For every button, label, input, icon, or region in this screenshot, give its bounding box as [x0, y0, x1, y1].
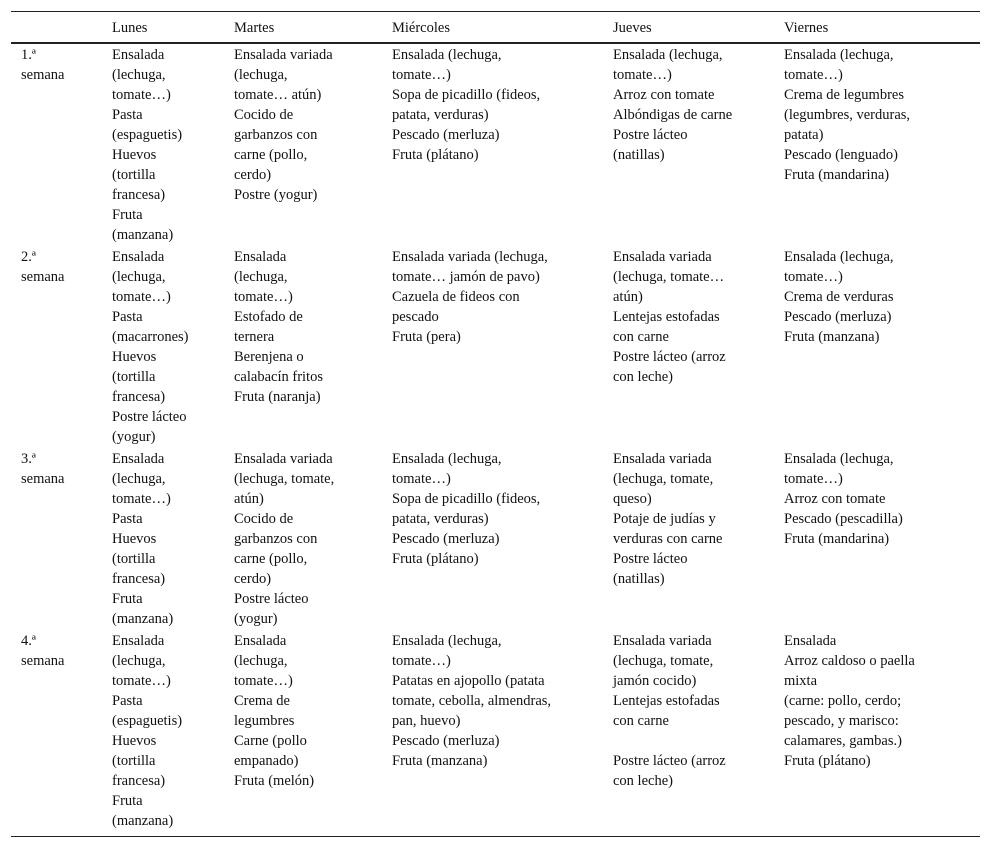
cell-line: Postre (yogur)	[234, 187, 318, 203]
cell-line: Pasta	[112, 107, 143, 123]
cell-line: pescado, y marisco:	[784, 713, 899, 729]
table-cell	[392, 449, 540, 569]
cell-line: Carne (pollo	[234, 733, 307, 749]
cell-line: Fruta (manzana)	[392, 753, 488, 769]
cell-line: (espaguetis)	[112, 127, 183, 143]
cell-line: Huevos	[112, 531, 157, 547]
cell-line: Postre lácteo (arroz	[613, 753, 726, 769]
cell-line: Estofado de	[234, 309, 303, 325]
cell-line: (manzana)	[112, 227, 174, 243]
cell-line: Ensalada	[234, 249, 287, 265]
cell-line: Cocido de	[234, 511, 294, 527]
cell-line: Fruta (pera)	[392, 329, 461, 345]
cell-line: Postre lácteo	[234, 591, 309, 607]
table-cell	[613, 247, 726, 387]
cell-line: semana	[21, 471, 65, 487]
header-jueves: Jueves	[613, 20, 652, 36]
header-martes: Martes	[234, 20, 275, 36]
cell-line: (carne: pollo, cerdo;	[784, 693, 902, 709]
cell-line: tomate…)	[784, 471, 843, 487]
cell-line: Ensalada variada	[613, 633, 712, 649]
cell-line: Crema de legumbres	[784, 87, 904, 103]
cell-line: Cocido de	[234, 107, 294, 123]
cell-line: 2.ª	[21, 249, 36, 265]
week-label	[21, 45, 64, 85]
cell-line: tomate…)	[112, 87, 171, 103]
cell-line: (tortilla	[112, 551, 156, 567]
table-cell	[392, 45, 540, 165]
cell-line: Ensalada (lechuga,	[784, 249, 894, 265]
cell-line: Pescado (merluza)	[392, 127, 500, 143]
cell-line: Fruta (mandarina)	[784, 167, 890, 183]
cell-line: francesa)	[112, 773, 166, 789]
cell-line: (legumbres, verduras,	[784, 107, 911, 123]
cell-line: Fruta (plátano)	[784, 753, 871, 769]
cell-line: Postre lácteo	[613, 551, 688, 567]
cell-line: (lechuga, tomate,	[234, 471, 335, 487]
cell-line: Crema de	[234, 693, 290, 709]
cell-line: Ensalada variada	[613, 249, 712, 265]
cell-line: Fruta (plátano)	[392, 147, 479, 163]
table-cell	[234, 247, 323, 407]
cell-line: semana	[21, 67, 65, 83]
cell-line: Ensalada	[112, 249, 165, 265]
cell-line: Sopa de picadillo (fideos,	[392, 491, 541, 507]
cell-line: Ensalada (lechuga,	[784, 451, 894, 467]
cell-line: jamón cocido)	[613, 673, 697, 689]
header-lunes: Lunes	[112, 20, 148, 36]
cell-line: Arroz con tomate	[613, 87, 715, 103]
cell-line: Pescado (merluza)	[784, 309, 892, 325]
cell-line: (yogur)	[112, 429, 156, 445]
cell-line: Pescado (pescadilla)	[784, 511, 903, 527]
cell-line: Ensalada variada	[613, 451, 712, 467]
cell-line: Pasta	[112, 511, 143, 527]
cell-line: atún)	[234, 491, 264, 507]
cell-line: (tortilla	[112, 753, 156, 769]
cell-line: Ensalada (lechuga,	[613, 47, 723, 63]
cell-line: pescado	[392, 309, 439, 325]
cell-line: patata, verduras)	[392, 107, 489, 123]
cell-line: Pescado (merluza)	[392, 733, 500, 749]
cell-line: (lechuga,	[112, 67, 166, 83]
cell-line: Ensalada (lechuga,	[392, 451, 502, 467]
cell-line: (lechuga, tomate…	[613, 269, 725, 285]
cell-line: (natillas)	[613, 571, 665, 587]
cell-line: tomate… jamón de pavo)	[392, 269, 540, 285]
cell-line: francesa)	[112, 187, 166, 203]
cell-line: mixta	[784, 673, 818, 689]
cell-line: tomate…)	[234, 673, 293, 689]
cell-line: (lechuga,	[112, 471, 166, 487]
cell-line: tomate…)	[613, 67, 672, 83]
header-rule	[11, 42, 980, 44]
cell-line: (lechuga,	[112, 653, 166, 669]
cell-line: Ensalada	[234, 633, 287, 649]
cell-line: Ensalada (lechuga,	[392, 633, 502, 649]
cell-line: (yogur)	[234, 611, 278, 627]
cell-line: Fruta (melón)	[234, 773, 315, 789]
table-cell	[784, 631, 915, 771]
cell-line: francesa)	[112, 571, 166, 587]
cell-line: con carne	[613, 713, 669, 729]
table-cell	[234, 45, 333, 205]
cell-line: atún)	[613, 289, 643, 305]
cell-line: patata)	[784, 127, 824, 143]
table-cell	[112, 631, 182, 831]
cell-line: Huevos	[112, 349, 157, 365]
cell-line: Patatas en ajopollo (patata	[392, 673, 545, 689]
cell-line: semana	[21, 269, 65, 285]
table-bottom-rule	[11, 836, 980, 837]
cell-line: calamares, gambas.)	[784, 733, 902, 749]
cell-line: Fruta (naranja)	[234, 389, 321, 405]
cell-line: Albóndigas de carne	[613, 107, 733, 123]
cell-line: Fruta	[112, 207, 143, 223]
cell-line: Berenjena o	[234, 349, 304, 365]
cell-line: (espaguetis)	[112, 713, 183, 729]
cell-line: (manzana)	[112, 813, 174, 829]
cell-line: 4.ª	[21, 633, 36, 649]
cell-line: Ensalada	[112, 47, 165, 63]
cell-line: pan, huevo)	[392, 713, 461, 729]
cell-line: con leche)	[613, 773, 673, 789]
cell-line: Ensalada variada	[234, 47, 333, 63]
week-label	[21, 247, 64, 287]
cell-line: tomate…)	[234, 289, 293, 305]
cell-line: tomate…)	[392, 653, 451, 669]
cell-line: Arroz con tomate	[784, 491, 886, 507]
cell-line: Fruta	[112, 591, 143, 607]
cell-line: tomate…)	[112, 673, 171, 689]
table-cell	[392, 631, 551, 771]
table-cell	[112, 45, 182, 245]
cell-line: (manzana)	[112, 611, 174, 627]
cell-line: Huevos	[112, 147, 157, 163]
cell-line: tomate…)	[784, 67, 843, 83]
cell-line: tomate…)	[392, 471, 451, 487]
cell-line: verduras con carne	[613, 531, 723, 547]
table-top-rule	[11, 11, 980, 12]
cell-line: Ensalada (lechuga,	[784, 47, 894, 63]
cell-line: Ensalada	[112, 633, 165, 649]
cell-line: empanado)	[234, 753, 299, 769]
cell-line: tomate…)	[784, 269, 843, 285]
cell-line: Postre lácteo (arroz	[613, 349, 726, 365]
cell-line: con leche)	[613, 369, 673, 385]
cell-line: tomate…)	[392, 67, 451, 83]
cell-line: cerdo)	[234, 167, 272, 183]
cell-line: Postre lácteo	[112, 409, 187, 425]
table-cell	[234, 631, 314, 791]
table-cell	[784, 247, 894, 347]
cell-line: (tortilla	[112, 369, 156, 385]
cell-line: Pescado (merluza)	[392, 531, 500, 547]
cell-line: Potaje de judías y	[613, 511, 716, 527]
table-cell	[613, 631, 726, 791]
table-cell	[784, 45, 910, 185]
cell-line: (lechuga, tomate,	[613, 471, 714, 487]
cell-line: Postre lácteo	[613, 127, 688, 143]
cell-line: Pescado (lenguado)	[784, 147, 898, 163]
cell-line: Ensalada variada	[234, 451, 333, 467]
cell-line: carne (pollo,	[234, 147, 308, 163]
cell-line: Fruta (mandarina)	[784, 531, 890, 547]
cell-line: (macarrones)	[112, 329, 189, 345]
cell-line: legumbres	[234, 713, 295, 729]
cell-line: carne (pollo,	[234, 551, 308, 567]
cell-line: (lechuga,	[234, 653, 288, 669]
table-cell	[613, 45, 732, 165]
cell-line: patata, verduras)	[392, 511, 489, 527]
cell-line: garbanzos con	[234, 531, 318, 547]
cell-line: 3.ª	[21, 451, 36, 467]
cell-line: Sopa de picadillo (fideos,	[392, 87, 541, 103]
cell-line: Cazuela de fideos con	[392, 289, 520, 305]
table-cell	[112, 247, 188, 447]
cell-line: (tortilla	[112, 167, 156, 183]
cell-line: Lentejas estofadas	[613, 693, 720, 709]
table-cell	[112, 449, 173, 629]
table-cell	[613, 449, 723, 589]
cell-line: queso)	[613, 491, 652, 507]
cell-line: (natillas)	[613, 147, 665, 163]
cell-line: Ensalada (lechuga,	[392, 47, 502, 63]
cell-line: Ensalada	[784, 633, 837, 649]
cell-line: Ensalada	[112, 451, 165, 467]
cell-line: Ensalada variada (lechuga,	[392, 249, 548, 265]
cell-line	[613, 731, 726, 751]
cell-line: Arroz caldoso o paella	[784, 653, 915, 669]
cell-line: semana	[21, 653, 65, 669]
cell-line: con carne	[613, 329, 669, 345]
cell-line: francesa)	[112, 389, 166, 405]
cell-line: tomate…)	[112, 491, 171, 507]
week-label	[21, 449, 64, 489]
header-miercoles: Miércoles	[392, 20, 450, 36]
table-cell	[234, 449, 334, 629]
cell-line: ternera	[234, 329, 275, 345]
cell-line: tomate… atún)	[234, 87, 322, 103]
header-viernes: Viernes	[784, 20, 829, 36]
table-cell	[392, 247, 548, 347]
cell-line: Pasta	[112, 693, 143, 709]
cell-line: tomate…)	[112, 289, 171, 305]
cell-line: Huevos	[112, 733, 157, 749]
cell-line: (lechuga,	[234, 67, 288, 83]
table-cell	[784, 449, 903, 549]
cell-line: cerdo)	[234, 571, 272, 587]
cell-line: Lentejas estofadas	[613, 309, 720, 325]
cell-line: (lechuga,	[112, 269, 166, 285]
cell-line: calabacín fritos	[234, 369, 323, 385]
cell-line: Fruta (manzana)	[784, 329, 880, 345]
cell-line: (lechuga,	[234, 269, 288, 285]
cell-line: Pasta	[112, 309, 143, 325]
cell-line: garbanzos con	[234, 127, 318, 143]
cell-line: 1.ª	[21, 47, 36, 63]
cell-line: Fruta (plátano)	[392, 551, 479, 567]
cell-line: Fruta	[112, 793, 143, 809]
cell-line: (lechuga, tomate,	[613, 653, 714, 669]
cell-line: tomate, cebolla, almendras,	[392, 693, 552, 709]
cell-line: Crema de verduras	[784, 289, 894, 305]
week-label	[21, 631, 64, 671]
